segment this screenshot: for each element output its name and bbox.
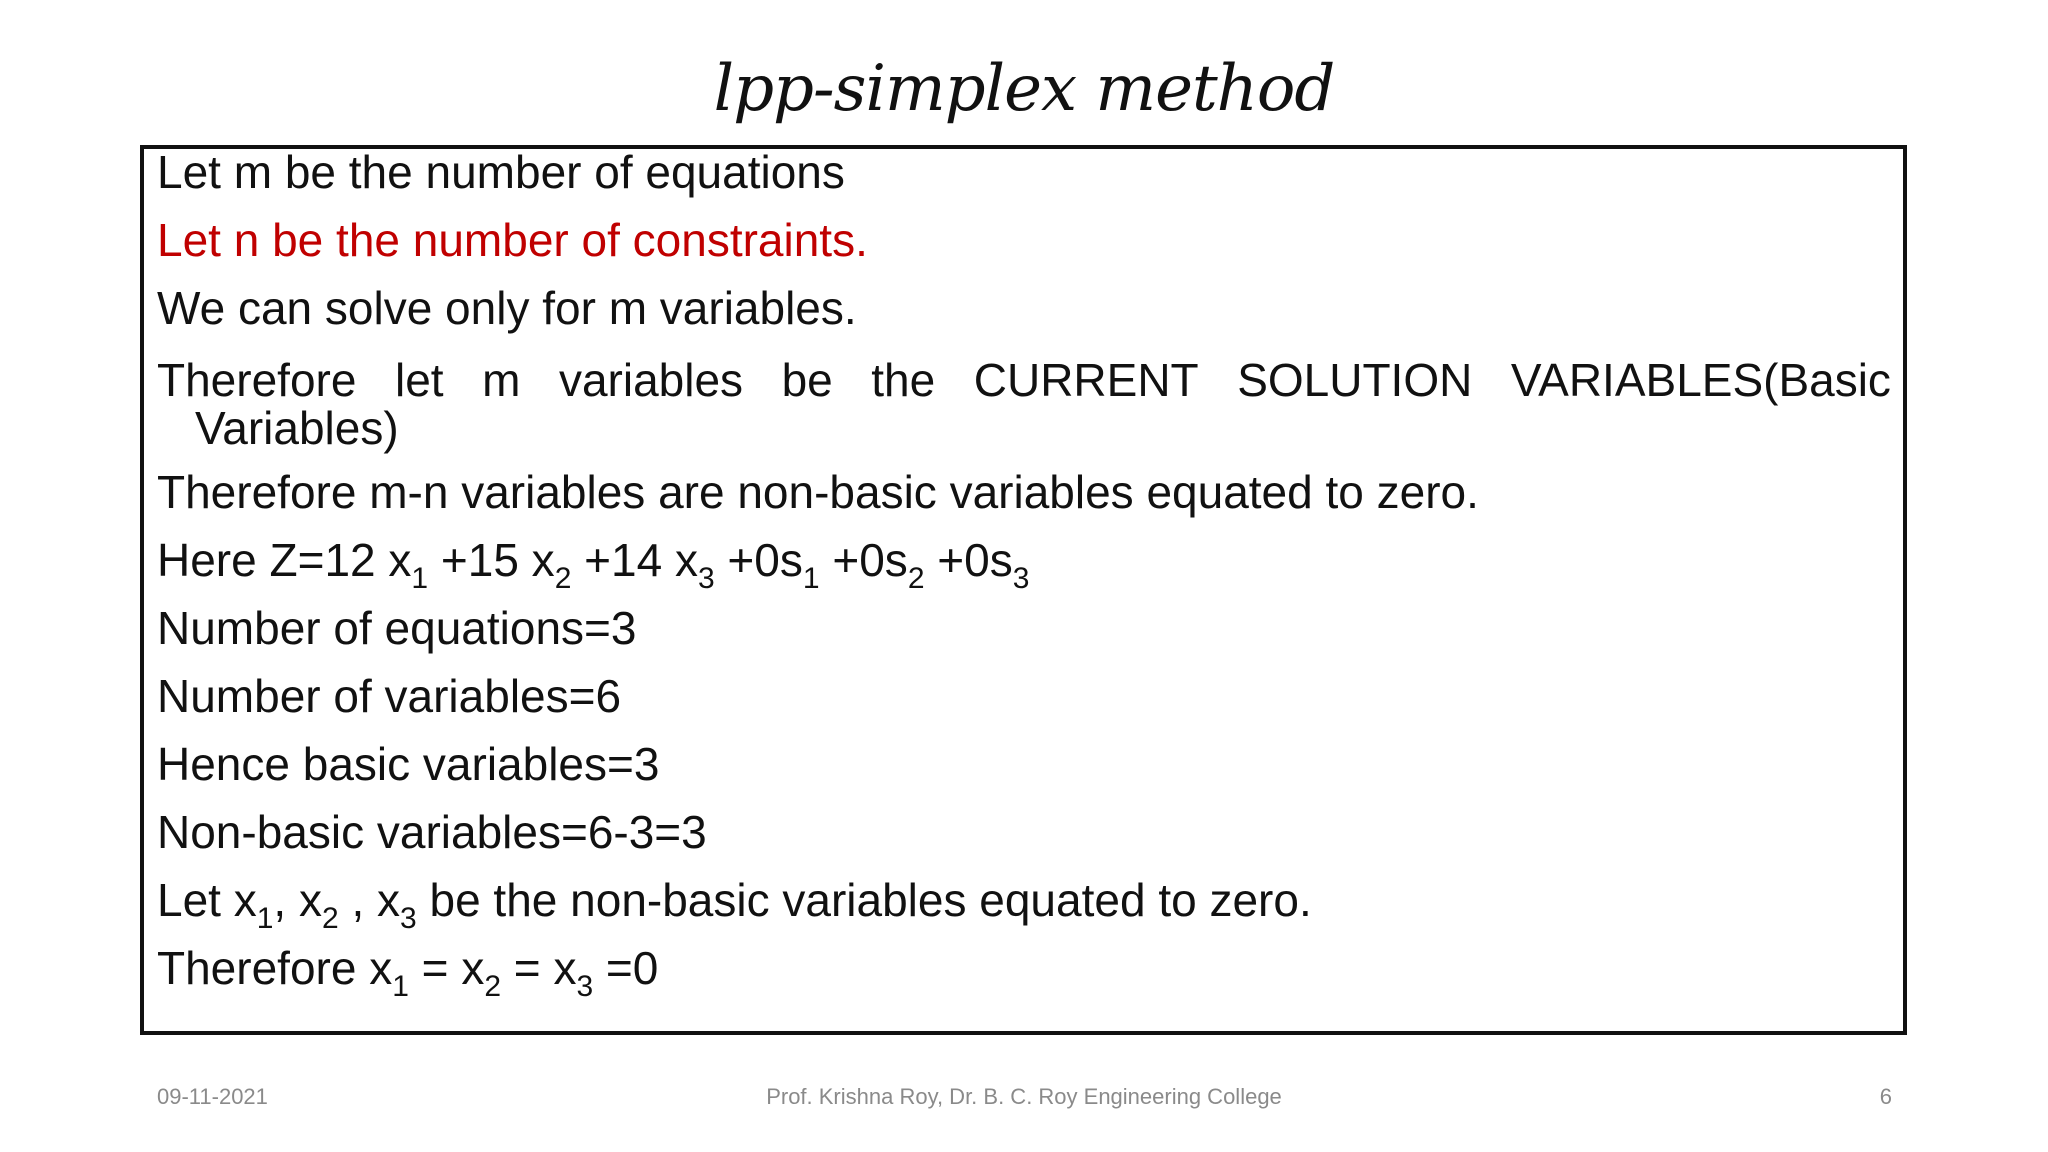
- text-run: , x: [273, 874, 322, 926]
- subscript: 2: [554, 562, 572, 595]
- line-num-variables: Number of variables=6: [157, 670, 622, 722]
- subscript: 2: [321, 902, 339, 935]
- line-constraints: Let n be the number of constraints.: [157, 214, 868, 266]
- page-number: 6: [1879, 1084, 1892, 1109]
- text-run: +14 x: [571, 534, 698, 586]
- subscript: 3: [576, 970, 594, 1003]
- line-num-equations: Number of equations=3: [157, 602, 637, 654]
- word: let: [394, 354, 444, 406]
- line-basic-variables: Hence basic variables=3: [157, 738, 660, 790]
- footer-author: Prof. Krishna Roy, Dr. B. C. Roy Engineering College: [766, 1084, 1282, 1109]
- word: VARIABLES(Basic: [1510, 354, 1891, 406]
- text-run: Therefore x: [157, 942, 393, 994]
- line-non-basic: Therefore m-n variables are non-basic variables equated to zero.: [157, 466, 1479, 518]
- text-run: , x: [338, 874, 401, 926]
- subscript: 1: [411, 562, 429, 595]
- subscript: 2: [907, 562, 925, 595]
- subscript: 1: [802, 562, 820, 595]
- word: be: [781, 354, 833, 406]
- word: CURRENT: [973, 354, 1199, 406]
- word: Therefore: [157, 354, 357, 406]
- slide-body: [157, 144, 1891, 1008]
- text-run: +0s: [924, 534, 1013, 586]
- text-run: +0s: [714, 534, 803, 586]
- subscript: 3: [1012, 562, 1030, 595]
- subscript: 3: [400, 902, 417, 935]
- text-run: = x: [408, 942, 485, 994]
- text-run: Here Z=12 x: [157, 534, 412, 586]
- line-non-basic-count: Non-basic variables=6-3=3: [157, 806, 707, 858]
- text-run: = x: [501, 942, 577, 994]
- line-equations: Let m be the number of equations: [157, 146, 845, 198]
- text-run: +0s: [819, 534, 908, 586]
- subscript: 1: [256, 902, 274, 935]
- subscript: 3: [697, 562, 715, 595]
- line-therefore-zero: [157, 940, 1891, 1008]
- text-run: =0: [593, 942, 659, 994]
- line-let-nonbasic: [157, 872, 1891, 940]
- line-current-solution-top: [157, 348, 1891, 404]
- line-objective: [157, 532, 1891, 600]
- line-current-solution: [157, 348, 1891, 464]
- word: SOLUTION: [1237, 354, 1473, 406]
- text-run: Let x: [157, 874, 257, 926]
- word: the: [871, 354, 936, 406]
- subscript: 2: [484, 970, 502, 1003]
- footer-date: 09-11-2021: [157, 1084, 268, 1109]
- text-run: +15 x: [428, 534, 555, 586]
- line-current-solution-cont: Variables): [195, 402, 399, 454]
- subscript: 1: [392, 970, 409, 1003]
- slide-title: lpp-simplex method: [713, 52, 1335, 126]
- word: variables: [558, 354, 744, 406]
- line-solve: We can solve only for m variables.: [157, 282, 857, 334]
- text-run: be the non-basic variables equated to zero.: [416, 874, 1312, 926]
- word: m: [482, 354, 521, 406]
